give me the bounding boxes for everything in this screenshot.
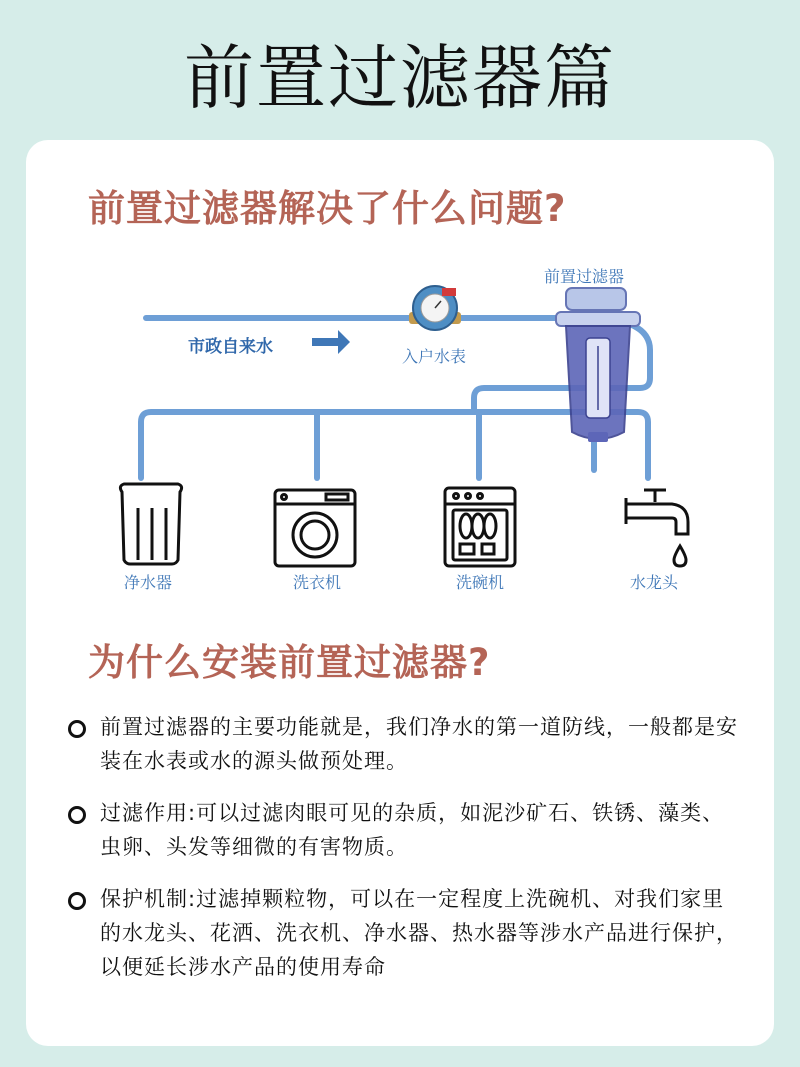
page-title: 前置过滤器篇 (184, 37, 616, 119)
washing-machine-label: 洗衣机 (293, 573, 342, 592)
prefilter-icon (556, 288, 640, 442)
list-item (66, 710, 746, 778)
faucet-icon (626, 490, 688, 566)
list-item-text: 前置过滤器的主要功能就是，我们净水的第一道防线，一般都是安装在水表或水的源头做预处理。 (100, 715, 738, 773)
flow-arrow-icon (312, 330, 350, 354)
dishwasher-label: 洗碗机 (456, 573, 505, 592)
circle-bullet-icon (68, 806, 86, 824)
purifier-label: 净水器 (124, 573, 173, 592)
list-item (66, 882, 746, 984)
washing-machine-icon (275, 490, 355, 566)
list-item (66, 796, 746, 864)
water-flow-diagram (26, 140, 774, 610)
circle-bullet-icon (68, 720, 86, 738)
filter-label: 前置过滤器 (544, 267, 625, 286)
reasons-list (66, 710, 746, 1002)
circle-bullet-icon (68, 892, 86, 910)
list-item-text: 过滤作用:可以过滤肉眼可见的杂质，如泥沙矿石、铁锈、藻类、虫卵、头发等细微的有害物质。 (100, 801, 725, 859)
section2-heading: 为什么安装前置过滤器? (88, 641, 491, 684)
content-card (26, 140, 774, 1046)
municipal-water-label: 市政自来水 (188, 337, 273, 357)
faucet-label: 水龙头 (630, 573, 679, 592)
section1-heading: 前置过滤器解决了什么问题? (88, 187, 567, 230)
water-meter-icon (409, 286, 461, 330)
water-meter-label: 入户水表 (402, 347, 467, 366)
water-purifier-icon (120, 484, 181, 564)
list-item-text: 保护机制:过滤掉颗粒物，可以在一定程度上洗碗机、对我们家里的水龙头、花洒、洗衣机、净水器、热水器等涉水产品进行保护，以便延长涉水产品的使用寿命 (100, 887, 738, 979)
dishwasher-icon (445, 488, 515, 566)
